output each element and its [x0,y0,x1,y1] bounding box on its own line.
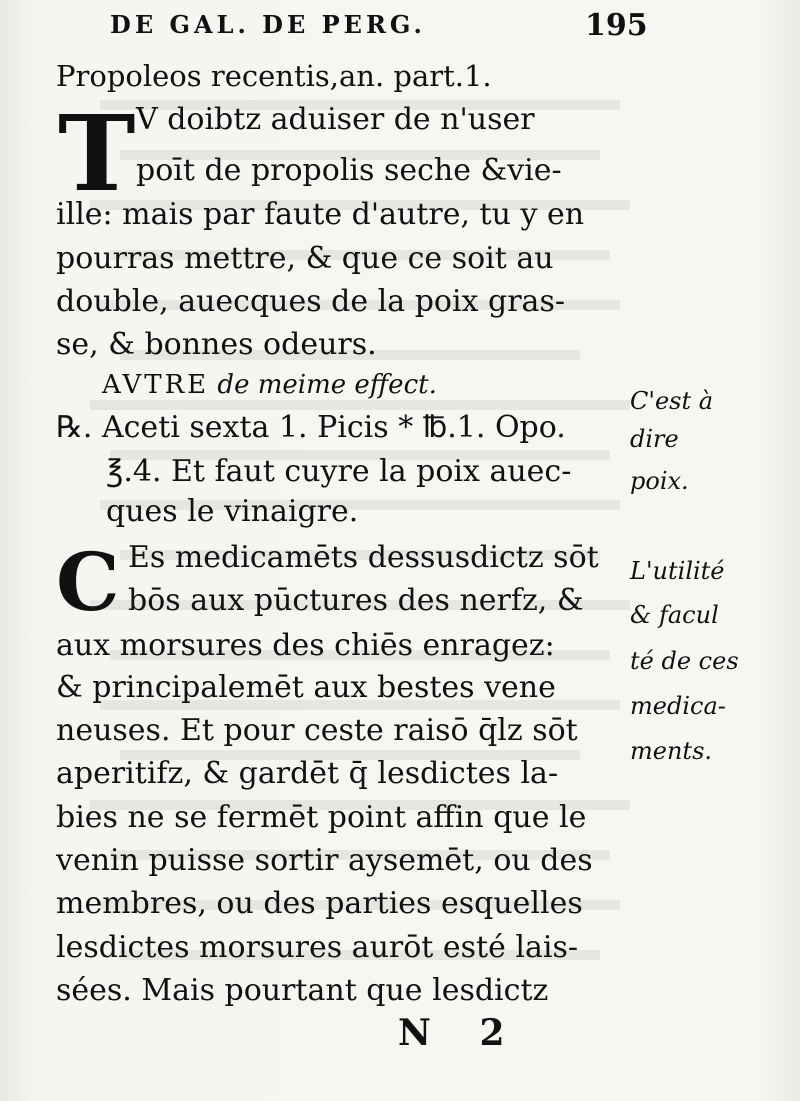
text-line: bōs aux pūctures des nerfz, & [128,583,584,618]
text-line: ille: mais par faute d'autre, tu y en [56,197,585,232]
text-line: & principalemēt aux bestes vene [56,670,556,705]
recipe-line: ℥.4. Et faut cuyre la poix auec- [106,454,572,489]
text-line: V doibtz aduiser de n'user [136,102,535,137]
drop-cap-c: C [56,535,120,629]
signature-mark: N 2 [398,1012,523,1054]
text-line: neuses. Et pour ceste raisō q̄lz sōt [56,713,578,748]
subheading [102,365,437,405]
margin-note-line: & facul [630,601,719,629]
page-number: 195 [585,8,648,43]
recipe-line: ques le vinaigre. [106,494,359,529]
margin-note-line: C'est à [630,387,714,415]
text-line: se, & bonnes odeurs. [56,327,377,362]
text-line: membres, ou des parties esquelles [56,886,583,921]
text-line: venin puisse sortir aysemēt, ou des [56,843,593,878]
section-heading: Propoleos recentis,an. part.1. [56,59,492,93]
recipe-line: ℞. Aceti sexta 1. Picis * ℔.1. Opo. [56,410,566,445]
drop-cap-t: T [58,92,136,215]
running-head: DE GAL. DE PERG. [110,10,426,39]
margin-note-line: poix. [630,467,689,495]
margin-note-line: té de ces [630,647,739,675]
text-line: double, auecques de la poix gras- [56,284,565,319]
text-line: lesdictes morsures aurōt esté lais- [56,930,578,965]
text-line: sées. Mais pourtant que lesdictz [56,973,549,1008]
subheading-italic: de meime effect. [217,370,437,400]
page-header [110,6,650,46]
text-line: poīt de propolis seche &vie- [136,153,562,188]
text-line: Es medicamēts dessusdictz sōt [128,540,599,575]
text-line: bies ne se fermēt point affin que le [56,800,587,835]
text-line: pourras mettre, & que ce soit au [56,241,554,276]
text-line: aperitifz, & gardēt q̄ lesdictes la- [56,756,559,791]
subheading-caps: AVTRE [102,370,210,400]
margin-note-line: dire [630,425,679,453]
margin-note-line: medica- [630,692,726,720]
margin-note-line: ments. [630,737,713,765]
margin-note-line: L'utilité [630,557,725,585]
text-line: aux morsures des chiēs enragez: [56,628,555,663]
